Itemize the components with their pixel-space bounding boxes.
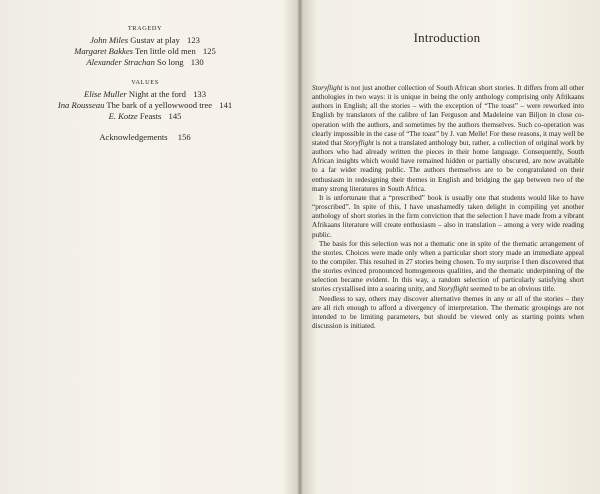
entry-author: Elise Muller bbox=[84, 89, 127, 99]
toc-section-tragedy bbox=[0, 24, 290, 68]
section-heading: TRAGEDY bbox=[127, 25, 163, 32]
toc-entry bbox=[0, 89, 290, 100]
toc-entry bbox=[0, 35, 290, 46]
entry-title: Night at the ford bbox=[128, 89, 186, 99]
book-title-italic: Storyflight bbox=[438, 285, 469, 294]
entry-author: Alexander Strachan bbox=[86, 57, 155, 67]
introduction-body bbox=[312, 84, 584, 331]
acknowledgements-page: 156 bbox=[177, 132, 191, 142]
entry-author: John Miles bbox=[90, 35, 129, 45]
paragraph bbox=[312, 84, 584, 194]
entry-page: 125 bbox=[202, 46, 216, 56]
paragraph: It is unfortunate that a “prescribed” book is usually one that students would like to have “proscribed”. In spite of this, I have unashamedly taken delight in compiling yet another anthology of short stories in the firm conviction that the selection I have made from a vibrant Afrikaans literature will create enthusiasm – also in translation – among a very wide reading public. bbox=[312, 193, 584, 239]
book-title-italic: Storyflight bbox=[312, 84, 343, 92]
entry-title: So long bbox=[157, 57, 184, 67]
entry-page: 133 bbox=[193, 89, 206, 99]
toc-entry bbox=[0, 111, 290, 122]
paragraph-text: is not just another collection of South African short stories. It differs from all other anthologies in two ways: it is unique in being the only anthology comprising only Afrikaans authors in English; all the stories – with the exception of “The toast” – were reworked into English by translators of the calibre of Ian Ferguson and Madeleine van Biljon in close co-operation with the authors, and sometimes by the authors themselves. Such co-operation was clearly impossible in the case of “The toast” by J. van Melle! For these reasons, it may well be stated that bbox=[312, 84, 584, 147]
entry-author: Ina Rousseau bbox=[57, 100, 105, 110]
paragraph: Needless to say, others may discover alternative themes in any or all of the stories – they are all rich enough to afford a divergency of interpretation. The thematic groupings are not intended to be limiting parameters, but should be viewed only as starting points when discussion is initiated. bbox=[312, 294, 584, 331]
section-heading: VALUES bbox=[131, 79, 159, 86]
toc-section-values bbox=[0, 78, 290, 122]
paragraph-text: seemed to be an obvious title. bbox=[468, 285, 556, 294]
acknowledgements-label: Acknowledgements bbox=[99, 132, 168, 142]
entry-title: The bark of a yellowwood tree bbox=[106, 100, 213, 110]
book-title-italic: Storyflight bbox=[343, 138, 374, 147]
entry-author: E. Kotze bbox=[108, 111, 138, 121]
entry-page: 130 bbox=[190, 57, 204, 67]
toc-acknowledgements bbox=[0, 132, 290, 143]
entry-title: Feasts bbox=[139, 111, 162, 121]
toc-entry bbox=[0, 57, 290, 68]
entry-page: 141 bbox=[219, 100, 233, 110]
introduction-page bbox=[302, 0, 600, 494]
table-of-contents bbox=[0, 24, 290, 143]
entry-page: 123 bbox=[187, 35, 200, 45]
paragraph-text: The basis for this selection was not a thematic one in spite of the thematic arrangement of the stories. Choices were made only when a particular short story made an immediate appeal to the compiler. This resulted in 27 stories being chosen. To my surprise I then discovered that the stories evinced pronounced homogeneous qualities, and the thematic underpinning of the selection became evident. In this way, a random selection of particularly satisfying short stories crystallised into a soaring unity, and bbox=[312, 239, 584, 294]
entry-title: Ten little old men bbox=[135, 46, 196, 56]
entry-title: Gustav at play bbox=[130, 35, 180, 45]
contents-page bbox=[0, 0, 298, 494]
entry-page: 145 bbox=[168, 111, 182, 121]
page-title: Introduction bbox=[413, 30, 481, 45]
paragraph bbox=[312, 240, 584, 295]
paragraph-text: is not a translated anthology but, rather, a collection of original work by authors who had already written the pieces in their home language. Consequently, South African insights which would have remained hidden or partially obscured, are now available to a far wider reading public. The authors themselves are to be congratulated on their enthusiasm in redesigning their themes in English and bridging the gap between two of the many strong literatures in South Africa. bbox=[312, 138, 584, 193]
toc-entry bbox=[0, 46, 290, 57]
entry-author: Margaret Bakkes bbox=[74, 46, 133, 56]
toc-entry bbox=[0, 100, 290, 111]
